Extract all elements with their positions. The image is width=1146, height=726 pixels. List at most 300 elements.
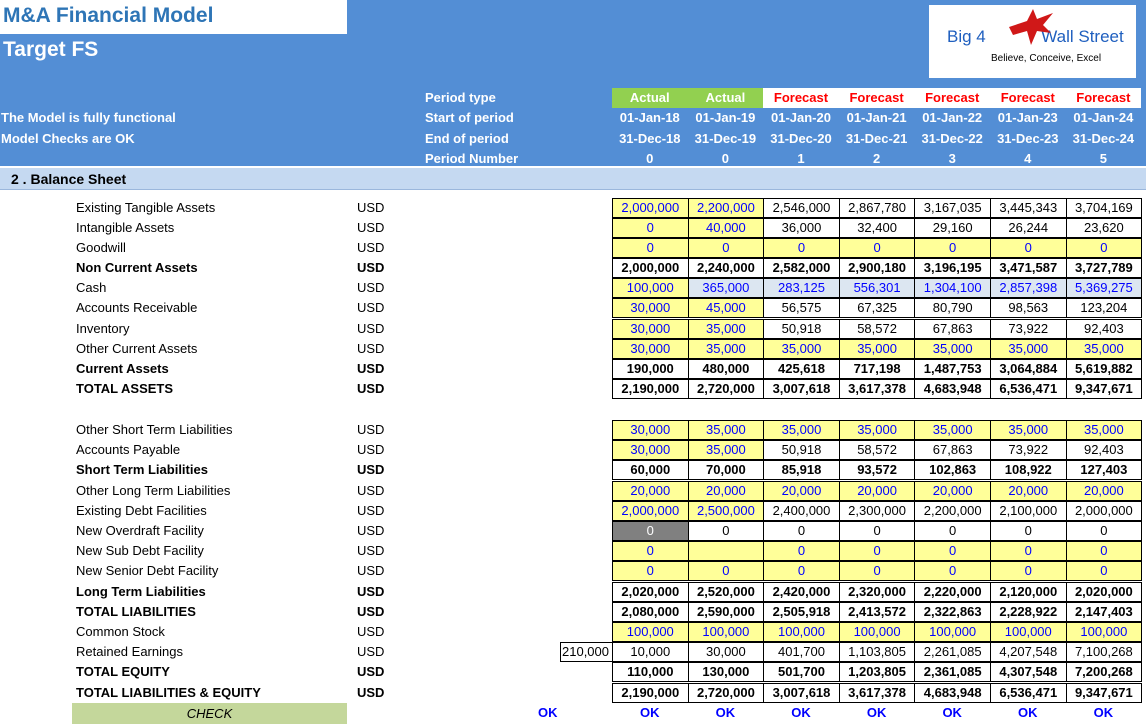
start-of-period-label: Start of period <box>425 110 514 125</box>
row-label: Existing Tangible Assets <box>76 200 216 215</box>
table-row <box>0 460 1146 480</box>
row-unit: USD <box>357 442 385 457</box>
table-cell[interactable]: 100,000 <box>915 622 991 642</box>
row-unit: USD <box>357 483 385 498</box>
period-end-0[interactable]: 31-Dec-18 <box>619 131 681 146</box>
period-start-4[interactable]: 01-Jan-22 <box>922 110 983 125</box>
table-cell[interactable]: 35,000 <box>1067 420 1143 440</box>
section-bar <box>0 168 1146 190</box>
table-row <box>0 258 1146 278</box>
table-cell[interactable]: 0 <box>1067 238 1143 258</box>
row-unit: USD <box>357 503 385 518</box>
period-number-0[interactable]: 0 <box>646 151 654 166</box>
row-unit: USD <box>357 664 385 679</box>
table-cell[interactable]: 2,190,000 <box>613 379 689 399</box>
period-number-2[interactable]: 1 <box>797 151 805 166</box>
table-cell[interactable]: 35,000 <box>915 339 991 359</box>
table-cell[interactable]: 2,413,572 <box>840 602 916 622</box>
table-cell[interactable]: 2,190,000 <box>613 683 689 703</box>
table-cell[interactable]: 2,322,863 <box>915 602 991 622</box>
table-cell[interactable]: 283,125 <box>764 278 840 298</box>
table-cell[interactable]: 20,000 <box>915 481 991 501</box>
table-cell[interactable]: 717,198 <box>840 359 916 379</box>
table-cell[interactable]: 3,196,195 <box>915 258 991 278</box>
row-cells <box>612 298 1142 318</box>
logo-text-left: Big 4 <box>947 27 986 46</box>
table-cell[interactable]: 110,000 <box>613 662 689 682</box>
row-unit: USD <box>357 341 385 356</box>
table-cell[interactable]: 50,918 <box>764 440 840 460</box>
row-unit: USD <box>357 300 385 315</box>
table-cell[interactable]: 556,301 <box>840 278 916 298</box>
table-cell[interactable]: 58,572 <box>840 440 916 460</box>
check-ok-2: OK <box>791 705 811 720</box>
eagle-icon <box>1007 7 1057 47</box>
table-cell[interactable]: 2,228,922 <box>991 602 1067 622</box>
row-label: New Overdraft Facility <box>76 523 204 538</box>
table-cell[interactable]: 2,400,000 <box>764 501 840 521</box>
row-unit: USD <box>357 361 385 376</box>
table-row <box>0 501 1146 521</box>
table-cell[interactable]: 92,403 <box>1067 319 1143 339</box>
table-cell[interactable]: 401,700 <box>764 642 840 662</box>
check-ok-0: OK <box>640 705 660 720</box>
table-cell[interactable]: 20,000 <box>613 481 689 501</box>
table-cell[interactable]: 3,471,587 <box>991 258 1067 278</box>
row-unit: USD <box>357 624 385 639</box>
table-cell[interactable]: 2,080,000 <box>613 602 689 622</box>
table-cell[interactable]: 73,922 <box>991 440 1067 460</box>
table-cell[interactable]: 100,000 <box>1067 622 1143 642</box>
table-cell[interactable]: 501,700 <box>764 662 840 682</box>
table-cell[interactable]: 0 <box>991 238 1067 258</box>
end-of-period-label: End of period <box>425 131 509 146</box>
table-cell[interactable]: 2,505,918 <box>764 602 840 622</box>
row-unit: USD <box>357 220 385 235</box>
row-label: Retained Earnings <box>76 644 183 659</box>
row-label: TOTAL EQUITY <box>76 664 170 679</box>
table-cell[interactable]: 67,863 <box>915 319 991 339</box>
row-label: Common Stock <box>76 624 165 639</box>
table-cell[interactable]: 5,369,275 <box>1067 278 1143 298</box>
row-cells <box>612 198 1142 218</box>
row-unit: USD <box>357 563 385 578</box>
table-cell[interactable]: 98,563 <box>991 298 1067 318</box>
table-cell[interactable]: 6,536,471 <box>991 683 1067 703</box>
table-cell[interactable]: 0 <box>915 541 991 561</box>
row-label: Cash <box>76 280 107 295</box>
row-unit: USD <box>357 200 385 215</box>
table-row <box>0 339 1146 359</box>
table-cell[interactable]: 108,922 <box>991 460 1067 480</box>
table-cell[interactable]: 0 <box>689 238 765 258</box>
table-cell[interactable]: 365,000 <box>689 278 765 298</box>
row-unit: USD <box>357 240 385 255</box>
period-start-5[interactable]: 01-Jan-23 <box>997 110 1058 125</box>
table-cell[interactable]: 2,261,085 <box>915 642 991 662</box>
table-row <box>0 622 1146 642</box>
table-cell[interactable]: 70,000 <box>689 460 765 480</box>
table-row <box>0 359 1146 379</box>
table-row <box>0 278 1146 298</box>
table-cell[interactable]: 2,857,398 <box>991 278 1067 298</box>
big4-wallstreet-logo <box>929 5 1136 78</box>
table-cell[interactable]: 3,064,884 <box>991 359 1067 379</box>
table-cell[interactable]: 9,347,671 <box>1067 379 1143 399</box>
table-cell[interactable]: 2,100,000 <box>991 501 1067 521</box>
table-cell[interactable]: 0 <box>991 541 1067 561</box>
table-cell[interactable]: 0 <box>613 521 689 541</box>
period-number-label: Period Number <box>425 151 519 166</box>
table-cell[interactable]: 2,000,000 <box>613 198 689 218</box>
row-label: Other Current Assets <box>76 341 198 356</box>
period-end-5[interactable]: 31-Dec-23 <box>997 131 1059 146</box>
row-label: Non Current Assets <box>76 260 198 275</box>
table-cell[interactable]: 2,147,403 <box>1067 602 1143 622</box>
table-cell[interactable]: 2,200,000 <box>915 501 991 521</box>
table-cell[interactable]: 3,445,343 <box>991 198 1067 218</box>
table-row <box>0 218 1146 238</box>
table-cell[interactable]: 4,683,948 <box>915 683 991 703</box>
table-cell[interactable]: 85,918 <box>764 460 840 480</box>
check-ok-6: OK <box>1093 705 1114 720</box>
table-cell[interactable]: 0 <box>840 561 916 581</box>
table-row <box>0 420 1146 440</box>
app-title: M&A Financial Model <box>3 4 214 27</box>
table-cell[interactable]: 2,420,000 <box>764 582 840 602</box>
table-cell[interactable]: 102,863 <box>915 460 991 480</box>
period-number-5[interactable]: 4 <box>1024 151 1032 166</box>
table-cell[interactable]: 3,727,789 <box>1067 258 1143 278</box>
table-cell[interactable]: 0 <box>1067 541 1143 561</box>
period-number-3[interactable]: 2 <box>872 151 881 166</box>
table-cell[interactable]: 40,000 <box>689 218 765 238</box>
period-end-4[interactable]: 31-Dec-22 <box>921 131 983 146</box>
table-cell[interactable]: 2,240,000 <box>689 258 765 278</box>
table-cell[interactable]: 0 <box>613 218 689 238</box>
table-cell[interactable]: 0 <box>613 541 689 561</box>
period-type-0[interactable]: Actual <box>612 88 688 108</box>
table-cell[interactable]: 127,403 <box>1067 460 1143 480</box>
row-cells <box>612 622 1142 642</box>
table-cell[interactable]: 35,000 <box>840 339 916 359</box>
table-row <box>0 561 1146 581</box>
row-cells <box>612 238 1142 258</box>
table-cell[interactable]: 3,007,618 <box>764 379 840 399</box>
table-cell[interactable]: 35,000 <box>991 420 1067 440</box>
row-label: TOTAL LIABILITIES <box>76 604 196 619</box>
table-cell[interactable]: 35,000 <box>840 420 916 440</box>
row-cells <box>612 561 1142 581</box>
table-cell[interactable]: 100,000 <box>613 622 689 642</box>
table-cell[interactable]: 2,520,000 <box>689 582 765 602</box>
table-cell[interactable]: 10,000 <box>613 642 689 662</box>
table-cell[interactable]: 73,922 <box>991 319 1067 339</box>
table-cell[interactable]: 4,307,548 <box>991 662 1067 682</box>
table-cell[interactable]: 2,361,085 <box>915 662 991 682</box>
table-cell[interactable]: 0 <box>764 521 840 541</box>
table-cell[interactable]: 7,200,268 <box>1067 662 1143 682</box>
period-number-6[interactable]: 5 <box>1099 151 1107 166</box>
table-cell[interactable]: 123,204 <box>1067 298 1143 318</box>
table-cell[interactable]: 1,103,805 <box>840 642 916 662</box>
table-cell[interactable]: 0 <box>840 521 916 541</box>
table-cell[interactable]: 2,300,000 <box>840 501 916 521</box>
table-cell[interactable]: 100,000 <box>613 278 689 298</box>
table-cell[interactable]: 4,207,548 <box>991 642 1067 662</box>
table-cell[interactable]: 20,000 <box>764 481 840 501</box>
table-cell[interactable]: 3,704,169 <box>1067 198 1143 218</box>
table-cell[interactable]: 20,000 <box>840 481 916 501</box>
table-cell[interactable]: 1,487,753 <box>915 359 991 379</box>
row-label: TOTAL ASSETS <box>76 381 174 396</box>
row-label: Short Term Liabilities <box>76 462 208 477</box>
table-cell[interactable]: 6,536,471 <box>991 379 1067 399</box>
table-cell[interactable]: 2,000,000 <box>1067 501 1143 521</box>
row-label: Accounts Payable <box>76 442 181 457</box>
table-cell[interactable]: 35,000 <box>991 339 1067 359</box>
table-cell[interactable]: 0 <box>613 238 689 258</box>
table-cell[interactable]: 35,000 <box>689 339 765 359</box>
row-extra-value[interactable]: 210,000 <box>560 642 612 662</box>
row-cells <box>612 440 1142 460</box>
check-label: CHECK <box>72 703 347 724</box>
row-cells <box>612 521 1142 541</box>
period-start-0[interactable]: 01-Jan-18 <box>619 110 680 125</box>
table-cell[interactable]: 0 <box>915 561 991 581</box>
table-cell[interactable]: 30,000 <box>613 420 689 440</box>
table-cell[interactable]: 30,000 <box>613 298 689 318</box>
logo-text-right: Wall Street <box>1041 27 1124 46</box>
period-start-6[interactable]: 01-Jan-24 <box>1073 110 1134 125</box>
table-row <box>0 642 1146 662</box>
table-row <box>0 602 1146 622</box>
table-cell[interactable]: 0 <box>915 521 991 541</box>
check-ok-extra: OK <box>538 705 558 720</box>
table-cell[interactable]: 35,000 <box>764 339 840 359</box>
table-cell[interactable]: 2,320,000 <box>840 582 916 602</box>
table-cell[interactable]: 67,863 <box>915 440 991 460</box>
table-cell[interactable]: 92,403 <box>1067 440 1143 460</box>
table-cell[interactable]: 67,325 <box>840 298 916 318</box>
table-cell[interactable]: 2,200,000 <box>689 198 765 218</box>
status-checks: Model Checks are OK <box>1 131 135 146</box>
row-cells <box>612 319 1142 339</box>
row-label: Goodwill <box>76 240 126 255</box>
table-cell[interactable]: 2,000,000 <box>613 258 689 278</box>
table-cell[interactable]: 0 <box>764 561 840 581</box>
section-title: 2 . Balance Sheet <box>11 171 127 187</box>
table-cell[interactable]: 100,000 <box>840 622 916 642</box>
table-cell[interactable]: 100,000 <box>764 622 840 642</box>
table-cell[interactable] <box>689 541 765 561</box>
row-unit: USD <box>357 523 385 538</box>
table-cell[interactable]: 35,000 <box>689 420 765 440</box>
table-cell[interactable]: 4,683,948 <box>915 379 991 399</box>
period-start-2[interactable]: 01-Jan-20 <box>770 110 831 125</box>
table-cell[interactable]: 130,000 <box>689 662 765 682</box>
table-cell[interactable]: 0 <box>991 561 1067 581</box>
row-label: New Sub Debt Facility <box>76 543 204 558</box>
table-cell[interactable]: 20,000 <box>1067 481 1143 501</box>
row-cells <box>612 379 1142 399</box>
table-cell[interactable]: 3,007,618 <box>764 683 840 703</box>
table-row <box>0 683 1146 703</box>
table-cell[interactable]: 2,000,000 <box>613 501 689 521</box>
table-cell[interactable]: 2,867,780 <box>840 198 916 218</box>
row-cells <box>612 602 1142 622</box>
table-cell[interactable]: 35,000 <box>689 440 765 460</box>
period-type-1[interactable]: Actual <box>688 88 764 108</box>
table-row <box>0 298 1146 318</box>
period-number-4[interactable]: 3 <box>948 151 956 166</box>
table-cell[interactable]: 9,347,671 <box>1067 683 1143 703</box>
row-cells <box>612 359 1142 379</box>
table-cell[interactable]: 45,000 <box>689 298 765 318</box>
row-cells <box>612 662 1142 682</box>
table-cell[interactable]: 2,900,180 <box>840 258 916 278</box>
check-ok-3: OK <box>866 705 887 720</box>
row-label: Current Assets <box>76 361 169 376</box>
table-cell[interactable]: 1,203,805 <box>840 662 916 682</box>
row-cells <box>612 218 1142 238</box>
table-cell[interactable]: 0 <box>1067 521 1143 541</box>
row-cells <box>612 481 1142 501</box>
table-row <box>0 582 1146 602</box>
table-cell[interactable]: 100,000 <box>991 622 1067 642</box>
row-unit: USD <box>357 321 385 336</box>
row-cells <box>612 501 1142 521</box>
period-end-3[interactable]: 31-Dec-21 <box>845 131 908 146</box>
period-type-3[interactable]: Forecast <box>839 88 915 108</box>
table-row <box>0 662 1146 682</box>
table-cell[interactable]: 2,500,000 <box>689 501 765 521</box>
table-cell[interactable]: 3,167,035 <box>915 198 991 218</box>
table-cell[interactable]: 35,000 <box>764 420 840 440</box>
table-cell[interactable]: 35,000 <box>1067 339 1143 359</box>
table-row <box>0 238 1146 258</box>
row-cells <box>612 420 1142 440</box>
table-cell[interactable]: 30,000 <box>613 319 689 339</box>
table-cell[interactable]: 0 <box>613 561 689 581</box>
table-cell[interactable]: 93,572 <box>840 460 916 480</box>
table-cell[interactable]: 0 <box>689 561 765 581</box>
table-row <box>0 541 1146 561</box>
row-cells <box>612 683 1142 703</box>
table-row <box>0 481 1146 501</box>
table-cell[interactable]: 30,000 <box>613 440 689 460</box>
table-cell[interactable]: 2,220,000 <box>915 582 991 602</box>
sheet-title: Target FS <box>3 38 99 61</box>
table-cell[interactable]: 0 <box>764 541 840 561</box>
table-cell[interactable]: 0 <box>840 541 916 561</box>
period-start-3[interactable]: 01-Jan-21 <box>846 110 907 125</box>
table-cell[interactable]: 5,619,882 <box>1067 359 1143 379</box>
table-cell[interactable]: 29,160 <box>915 218 991 238</box>
table-cell[interactable]: 35,000 <box>689 319 765 339</box>
period-number-1[interactable]: 0 <box>721 151 729 166</box>
row-label: Other Short Term Liabilities <box>76 422 233 437</box>
table-cell[interactable]: 32,400 <box>840 218 916 238</box>
period-type-5[interactable]: Forecast <box>990 88 1066 108</box>
table-cell[interactable]: 100,000 <box>689 622 765 642</box>
period-type-6[interactable]: Forecast <box>1066 88 1142 108</box>
check-ok-5: OK <box>1018 705 1038 720</box>
period-start-1[interactable]: 01-Jan-19 <box>695 110 756 125</box>
table-cell[interactable]: 2,020,000 <box>613 582 689 602</box>
table-cell[interactable]: 20,000 <box>991 481 1067 501</box>
table-cell[interactable]: 2,590,000 <box>689 602 765 622</box>
table-cell[interactable]: 480,000 <box>689 359 765 379</box>
row-unit: USD <box>357 685 385 700</box>
row-cells <box>612 278 1142 298</box>
table-row <box>0 198 1146 218</box>
period-type-2[interactable]: Forecast <box>763 88 839 108</box>
table-cell[interactable]: 0 <box>689 521 765 541</box>
table-cell[interactable]: 1,304,100 <box>915 278 991 298</box>
table-cell[interactable]: 2,720,000 <box>689 379 765 399</box>
table-cell[interactable]: 20,000 <box>689 481 765 501</box>
period-end-1[interactable]: 31-Dec-19 <box>694 131 757 146</box>
check-ok-4: OK <box>942 705 962 720</box>
row-label: Existing Debt Facilities <box>76 503 207 518</box>
table-cell[interactable]: 190,000 <box>613 359 689 379</box>
table-cell[interactable]: 2,546,000 <box>764 198 840 218</box>
table-cell[interactable]: 0 <box>1067 561 1143 581</box>
table-cell[interactable]: 2,720,000 <box>689 683 765 703</box>
row-unit: USD <box>357 543 385 558</box>
table-cell[interactable]: 2,582,000 <box>764 258 840 278</box>
table-cell[interactable]: 2,120,000 <box>991 582 1067 602</box>
table-cell[interactable]: 35,000 <box>915 420 991 440</box>
table-cell[interactable]: 26,244 <box>991 218 1067 238</box>
table-cell[interactable]: 0 <box>764 238 840 258</box>
table-cell[interactable]: 58,572 <box>840 319 916 339</box>
table-cell[interactable]: 2,020,000 <box>1067 582 1143 602</box>
table-cell[interactable]: 23,620 <box>1067 218 1143 238</box>
table-cell[interactable]: 3,617,378 <box>840 379 916 399</box>
table-cell[interactable]: 0 <box>991 521 1067 541</box>
table-cell[interactable]: 36,000 <box>764 218 840 238</box>
table-cell[interactable]: 3,617,378 <box>840 683 916 703</box>
table-cell[interactable]: 425,618 <box>764 359 840 379</box>
row-cells <box>612 582 1142 602</box>
table-cell[interactable]: 0 <box>840 238 916 258</box>
row-unit: USD <box>357 260 385 275</box>
row-label: Inventory <box>76 321 130 336</box>
table-row <box>0 379 1146 399</box>
table-cell[interactable]: 56,575 <box>764 298 840 318</box>
table-cell[interactable]: 50,918 <box>764 319 840 339</box>
row-label: Long Term Liabilities <box>76 584 206 599</box>
table-cell[interactable]: 7,100,268 <box>1067 642 1143 662</box>
period-end-6[interactable]: 31-Dec-24 <box>1072 131 1135 146</box>
table-row <box>0 521 1146 541</box>
table-cell[interactable]: 30,000 <box>689 642 765 662</box>
row-label: Accounts Receivable <box>76 300 198 315</box>
row-label: New Senior Debt Facility <box>76 563 219 578</box>
period-end-2[interactable]: 31-Dec-20 <box>770 131 832 146</box>
table-cell[interactable]: 30,000 <box>613 339 689 359</box>
row-cells <box>612 541 1142 561</box>
row-unit: USD <box>357 644 385 659</box>
period-type-4[interactable]: Forecast <box>914 88 990 108</box>
table-cell[interactable]: 80,790 <box>915 298 991 318</box>
table-cell[interactable]: 60,000 <box>613 460 689 480</box>
table-cell[interactable]: 0 <box>915 238 991 258</box>
logo-tagline: Believe, Conceive, Excel <box>991 53 1102 64</box>
row-unit: USD <box>357 604 385 619</box>
